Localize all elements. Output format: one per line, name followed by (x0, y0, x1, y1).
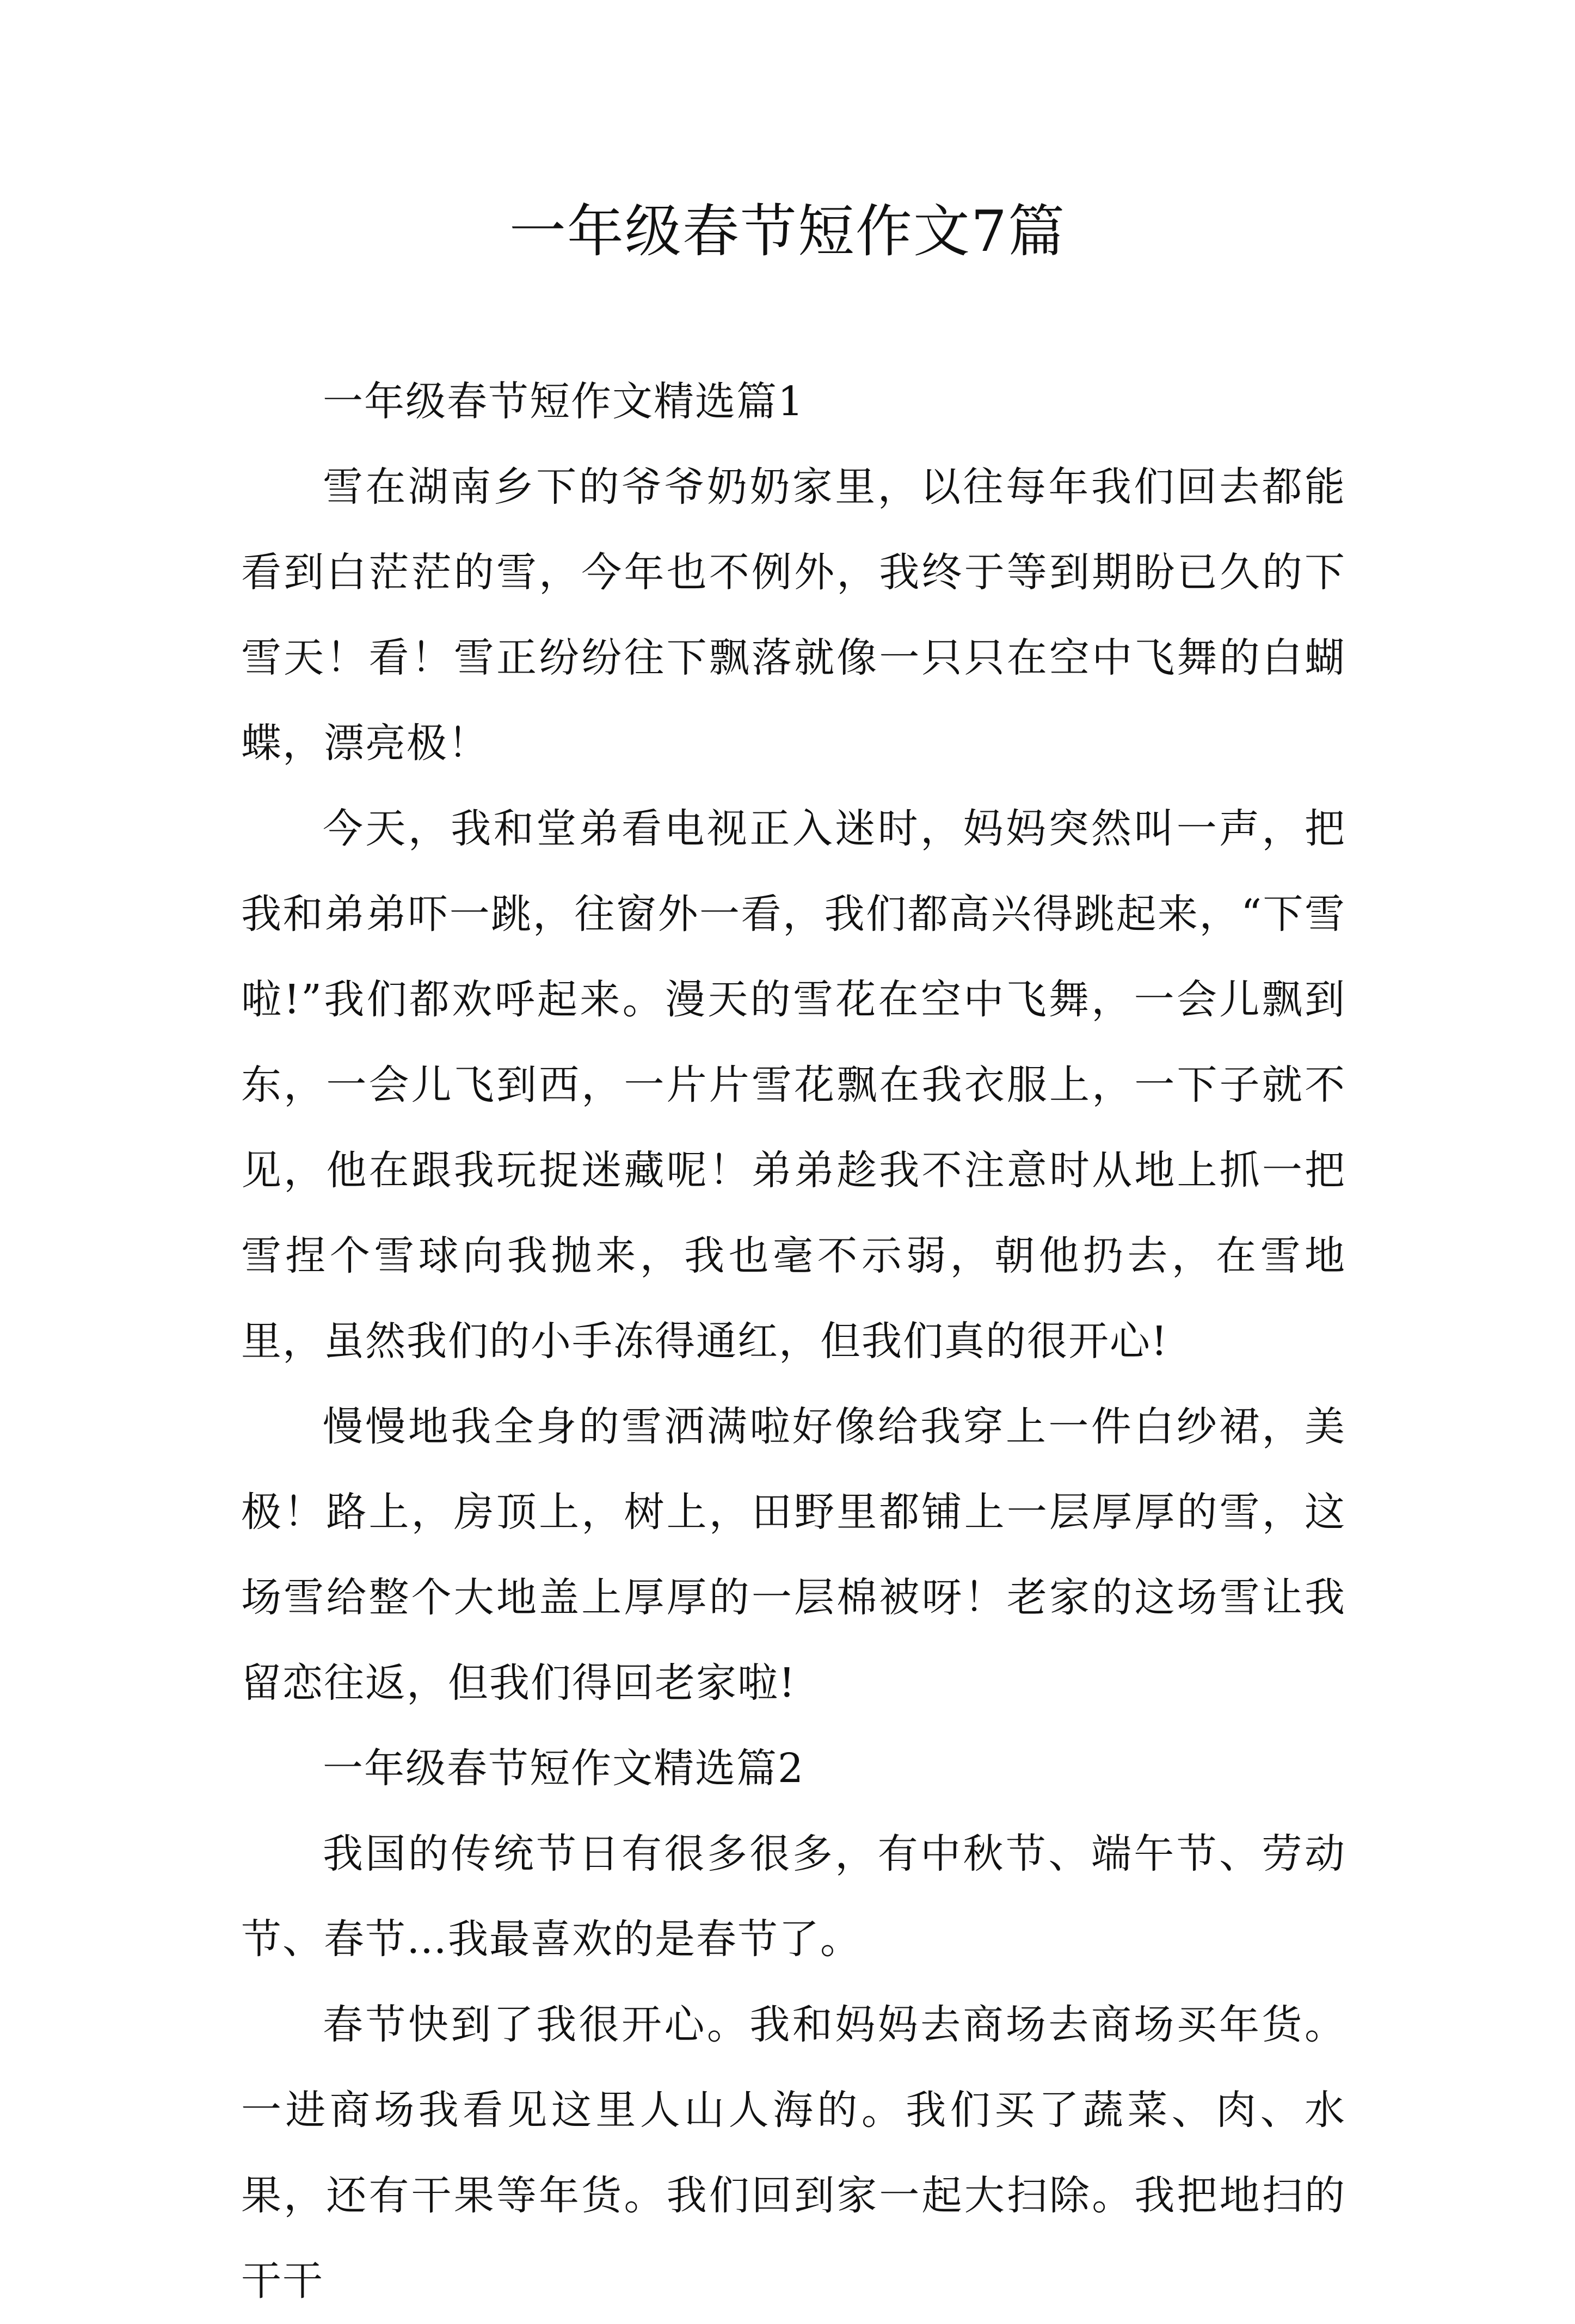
paragraph: 春节快到了我很开心。我和妈妈去商场去商场买年货。一进商场我看见这里人山人海的。我们买了蔬菜、肉、水果，还有干果等年货。我们回到家一起大扫除。我把地扫的干干 (241, 2001, 1346, 2304)
section-heading-2: 一年级春节短作文精选篇2 (323, 1745, 805, 1792)
paragraph: 我国的传统节日有很多很多，有中秋节、端午节、劳动节、春节…我最喜欢的是春节了。 (241, 1830, 1346, 1963)
paragraph: 今天，我和堂弟看电视正入迷时，妈妈突然叫一声，把我和弟弟吓一跳，往窗外一看，我们都高兴得跳起来，“下雪啦!”我们都欢呼起来。漫天的雪花在空中飞舞，一会儿飘到东，一会儿飞到西，一片片雪花飘在我衣服上，一下子就不见，他在跟我玩捉迷藏呢！弟弟趁我不注意时从地上抓一把雪捏个雪球向我抛来，我也毫不示弱，朝他扔去，在雪地里，虽然我们的小手冻得通红，但我们真的很开心! (241, 805, 1346, 1365)
paragraph: 雪在湖南乡下的爷爷奶奶家里，以往每年我们回去都能看到白茫茫的雪，今年也不例外，我终于等到期盼已久的下雪天！看！雪正纷纷往下飘落就像一只只在空中飞舞的白蝴蝶，漂亮极！ (241, 464, 1346, 767)
paragraph: 慢慢地我全身的雪洒满啦好像给我穿上一件白纱裙，美极！路上，房顶上，树上，田野里都铺上一层厚厚的雪，这场雪给整个大地盖上厚厚的一层棉被呀！老家的这场雪让我留恋往返，但我们得回老家啦! (241, 1403, 1346, 1706)
page-title: 一年级春节短作文7篇 (509, 198, 1066, 264)
section-heading-1: 一年级春节短作文精选篇1 (323, 378, 805, 425)
document-body (241, 359, 1346, 2324)
